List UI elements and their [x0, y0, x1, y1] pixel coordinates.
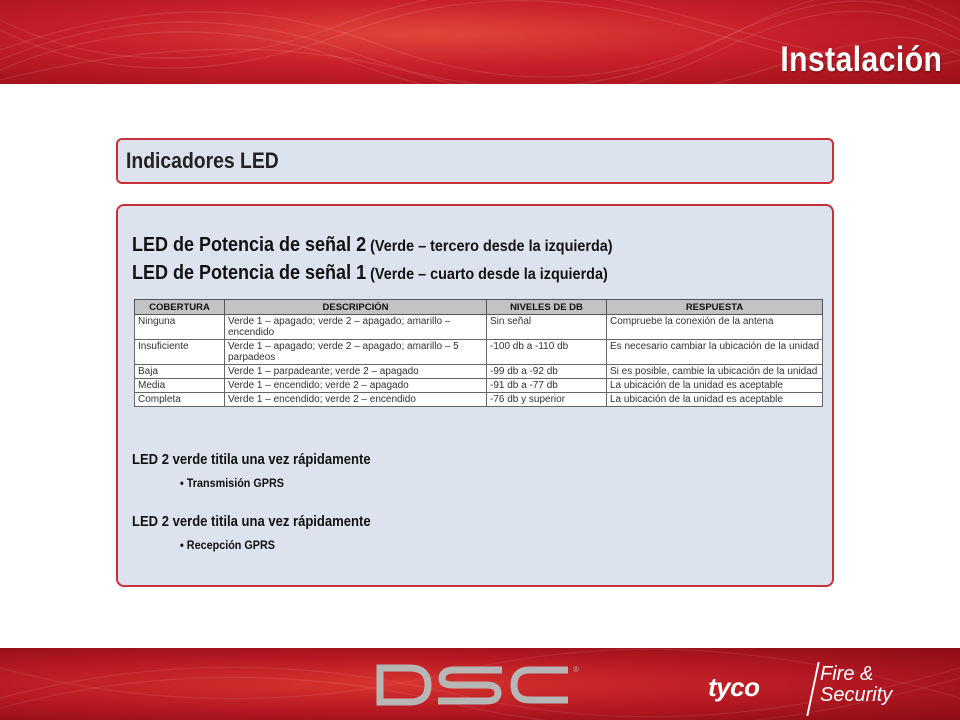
- signal-led-2-heading: [132, 234, 613, 257]
- content-panel: [116, 204, 834, 587]
- table-header-row: [135, 300, 823, 315]
- column-header: RESPUESTA: [607, 300, 823, 315]
- logo-divider: [806, 662, 819, 716]
- footer-banner: [0, 648, 960, 720]
- table-cell: Completa: [135, 393, 225, 407]
- svg-text:®: ®: [573, 665, 579, 674]
- tyco-wordmark: tyco: [708, 672, 760, 702]
- bullet-reception: • Recepción GPRS: [180, 538, 276, 552]
- table-row: [135, 340, 823, 365]
- header-banner: [0, 0, 960, 84]
- fire-security-text: [820, 664, 892, 706]
- table-cell: La ubicación de la unidad es aceptable: [607, 379, 823, 393]
- table-cell: Insuficiente: [135, 340, 225, 365]
- table-row: [135, 393, 823, 407]
- signal-led-2-subtitle: (Verde – tercero desde la izquierda): [370, 238, 613, 255]
- column-header: COBERTURA: [135, 300, 225, 315]
- table-cell: -76 db y superior: [487, 393, 607, 407]
- led-note-transmission: LED 2 verde titila una vez rápidamente: [132, 452, 371, 468]
- table-cell: Verde 1 – apagado; verde 2 – apagado; amarillo – encendido: [225, 315, 487, 340]
- table-cell: Baja: [135, 365, 225, 379]
- table-cell: Verde 1 – encendido; verde 2 – apagado: [225, 379, 487, 393]
- table-row: [135, 315, 823, 340]
- table-cell: Media: [135, 379, 225, 393]
- table-cell: -100 db a -110 db: [487, 340, 607, 365]
- section-header: [116, 138, 834, 184]
- security-text: Security: [820, 684, 893, 706]
- fire-text: Fire &: [820, 663, 874, 685]
- table-cell: La ubicación de la unidad es aceptable: [607, 393, 823, 407]
- table-cell: -91 db a -77 db: [487, 379, 607, 393]
- dsc-logo: [372, 662, 582, 708]
- signal-led-1-title: LED de Potencia de señal 1: [132, 262, 367, 284]
- signal-table: [134, 299, 823, 407]
- signal-led-1-subtitle: (Verde – cuarto desde la izquierda): [370, 266, 608, 283]
- table-cell: Verde 1 – parpadeante; verde 2 – apagado: [225, 365, 487, 379]
- table-cell: Verde 1 – encendido; verde 2 – encendido: [225, 393, 487, 407]
- table-cell: Si es posible, cambie la ubicación de la unidad: [607, 365, 823, 379]
- table-cell: Verde 1 – apagado; verde 2 – apagado; amarillo – 5 parpadeos: [225, 340, 487, 365]
- table-cell: Ninguna: [135, 315, 225, 340]
- table-row: [135, 365, 823, 379]
- table-cell: Es necesario cambiar la ubicación de la unidad: [607, 340, 823, 365]
- bullet-transmission: • Transmisión GPRS: [180, 476, 285, 490]
- table-cell: Sin señal: [487, 315, 607, 340]
- led-note-reception: LED 2 verde titila una vez rápidamente: [132, 514, 371, 530]
- tyco-fire-security-logo: [708, 660, 948, 716]
- table-row: [135, 379, 823, 393]
- signal-led-2-title: LED de Potencia de señal 2: [132, 234, 367, 256]
- signal-led-1-heading: [132, 262, 608, 285]
- column-header: NIVELES DE DB: [487, 300, 607, 315]
- column-header: DESCRIPCIÓN: [225, 300, 487, 315]
- page-title: Instalación: [780, 40, 942, 79]
- section-title: Indicadores LED: [126, 148, 279, 173]
- table-cell: Compruebe la conexión de la antena: [607, 315, 823, 340]
- table-cell: -99 db a -92 db: [487, 365, 607, 379]
